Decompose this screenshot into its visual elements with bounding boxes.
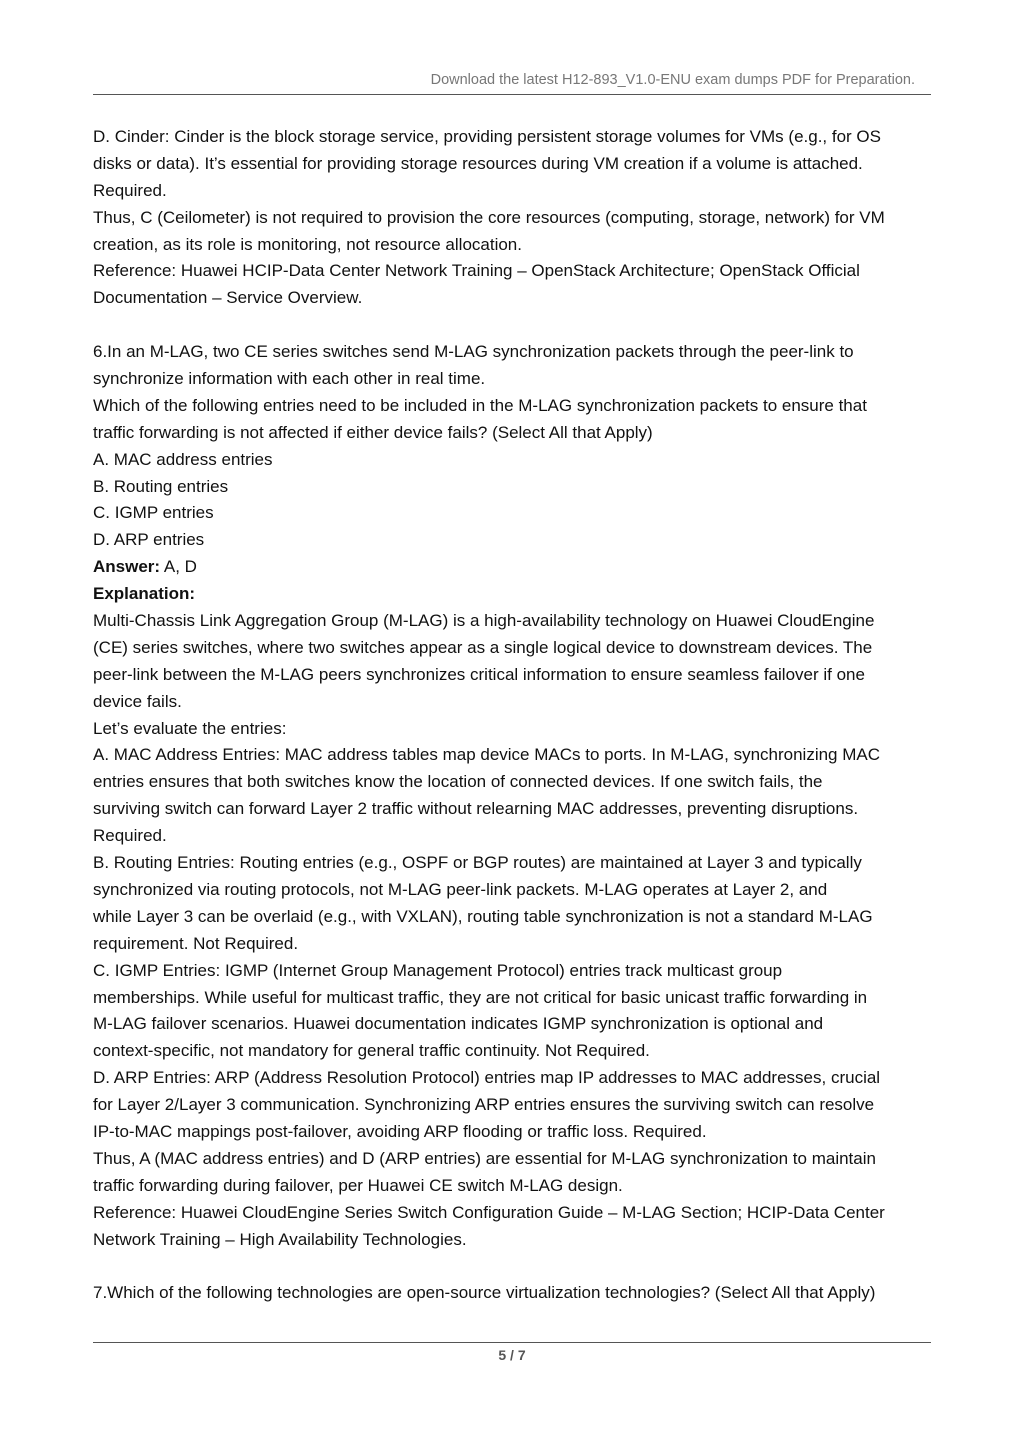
ceilometer-conclusion bbox=[93, 205, 935, 259]
explanation-c bbox=[93, 958, 935, 1066]
answer-value: A, D bbox=[160, 557, 197, 577]
option-a: A. MAC address entries bbox=[93, 449, 273, 469]
text-line: requirement. Not Required. bbox=[93, 933, 299, 953]
text-line: while Layer 3 can be overlaid (e.g., with VXLAN), routing table synchronization is not a standard M-LAG bbox=[93, 906, 873, 926]
spacer bbox=[93, 312, 935, 339]
page-header bbox=[93, 72, 931, 95]
text-line: context-specific, not mandatory for general traffic continuity. Not Required. bbox=[93, 1041, 650, 1061]
text-line: Documentation – Service Overview. bbox=[93, 288, 363, 308]
text-line: Reference: Huawei CloudEngine Series Switch Configuration Guide – M-LAG Section; HCIP-Data Center bbox=[93, 1202, 885, 1222]
spacer bbox=[93, 1253, 935, 1280]
text-line: creation, as its role is monitoring, not resource allocation. bbox=[93, 234, 522, 254]
text-line: device fails. bbox=[93, 691, 182, 711]
option-b: B. Routing entries bbox=[93, 476, 229, 496]
explanation-d bbox=[93, 1065, 935, 1146]
text-line: traffic forwarding during failover, per Huawei CE switch M-LAG design. bbox=[93, 1175, 623, 1195]
reference-q6 bbox=[93, 1200, 935, 1254]
text-line: synchronize information with each other in real time. bbox=[93, 369, 486, 389]
question-6 bbox=[93, 339, 935, 1253]
question-6-options bbox=[93, 447, 935, 555]
text-line: surviving switch can forward Layer 2 traffic without relearning MAC addresses, preventing disruptions. bbox=[93, 799, 859, 819]
text-line: M-LAG failover scenarios. Huawei documentation indicates IGMP synchronization is optional and bbox=[93, 1014, 824, 1034]
text-line: D. ARP Entries: ARP (Address Resolution Protocol) entries map IP addresses to MAC addresses, crucial bbox=[93, 1068, 881, 1088]
text-line: IP-to-MAC mappings post-failover, avoiding ARP flooding or traffic loss. Required. bbox=[93, 1121, 707, 1141]
text-line: B. Routing Entries: Routing entries (e.g., OSPF or BGP routes) are maintained at Layer 3 and typically bbox=[93, 853, 862, 873]
explanation-conclusion bbox=[93, 1146, 935, 1200]
explanation-b bbox=[93, 850, 935, 958]
question-7 bbox=[93, 1280, 935, 1307]
text-line: traffic forwarding is not affected if either device fails? (Select All that Apply) bbox=[93, 422, 653, 442]
text-line: for Layer 2/Layer 3 communication. Synchronizing ARP entries ensures the surviving switch can resolve bbox=[93, 1095, 875, 1115]
text-line: Thus, C (Ceilometer) is not required to provision the core resources (computing, storage, network) for VM bbox=[93, 207, 885, 227]
text-line: Reference: Huawei HCIP-Data Center Network Training – OpenStack Architecture; OpenStack Official bbox=[93, 261, 860, 281]
text-line: Let’s evaluate the entries: bbox=[93, 718, 287, 738]
text-line: disks or data). It’s essential for providing storage resources during VM creation if a volume is attached. bbox=[93, 153, 863, 173]
cinder-explanation bbox=[93, 124, 935, 205]
explanation-label: Explanation: bbox=[93, 584, 196, 604]
option-d: D. ARP entries bbox=[93, 530, 205, 550]
answer-label: Answer: bbox=[93, 557, 161, 577]
page-footer bbox=[93, 1342, 931, 1363]
explanation-a bbox=[93, 742, 935, 850]
text-line: Required. bbox=[93, 826, 167, 846]
text-line: (CE) series switches, where two switches appear as a single logical device to downstream devices. The bbox=[93, 637, 873, 657]
explanation-intro bbox=[93, 608, 935, 742]
text-line: Multi-Chassis Link Aggregation Group (M-LAG) is a high-availability technology on Huawei CloudEngine bbox=[93, 611, 875, 631]
question-7-text: 7.Which of the following technologies are open-source virtualization technologies? (Select All that Apply) bbox=[93, 1283, 876, 1303]
text-line: Network Training – High Availability Technologies. bbox=[93, 1229, 467, 1249]
text-line: Required. bbox=[93, 180, 167, 200]
text-line: Thus, A (MAC address entries) and D (ARP entries) are essential for M-LAG synchronization to maintain bbox=[93, 1148, 876, 1168]
header-text: Download the latest H12-893_V1.0-ENU exam dumps PDF for Preparation. bbox=[430, 72, 915, 88]
text-line: 6.In an M-LAG, two CE series switches send M-LAG synchronization packets through the peer-link to bbox=[93, 342, 854, 362]
page-number: 5 / 7 bbox=[498, 1347, 526, 1363]
option-c: C. IGMP entries bbox=[93, 503, 214, 523]
text-line: peer-link between the M-LAG peers synchronizes critical information to ensure seamless failover if one bbox=[93, 664, 865, 684]
text-line: memberships. While useful for multicast traffic, they are not critical for basic unicast traffic forwarding in bbox=[93, 987, 868, 1007]
text-line: C. IGMP Entries: IGMP (Internet Group Management Protocol) entries track multicast group bbox=[93, 960, 783, 980]
reference-q5 bbox=[93, 258, 935, 312]
text-line: D. Cinder: Cinder is the block storage service, providing persistent storage volumes for VMs (e.g., for OS bbox=[93, 127, 881, 146]
text-line: synchronized via routing protocols, not M-LAG peer-link packets. M-LAG operates at Layer 2, and bbox=[93, 879, 828, 899]
text-line: A. MAC Address Entries: MAC address tables map device MACs to ports. In M-LAG, synchronizing MAC bbox=[93, 745, 881, 765]
text-line: Which of the following entries need to be included in the M-LAG synchronization packets to ensure that bbox=[93, 395, 867, 415]
question-6-text bbox=[93, 339, 935, 447]
text-line: entries ensures that both switches know the location of connected devices. If one switch fails, the bbox=[93, 772, 823, 792]
document-body bbox=[93, 124, 935, 1307]
answer-line bbox=[93, 554, 935, 581]
